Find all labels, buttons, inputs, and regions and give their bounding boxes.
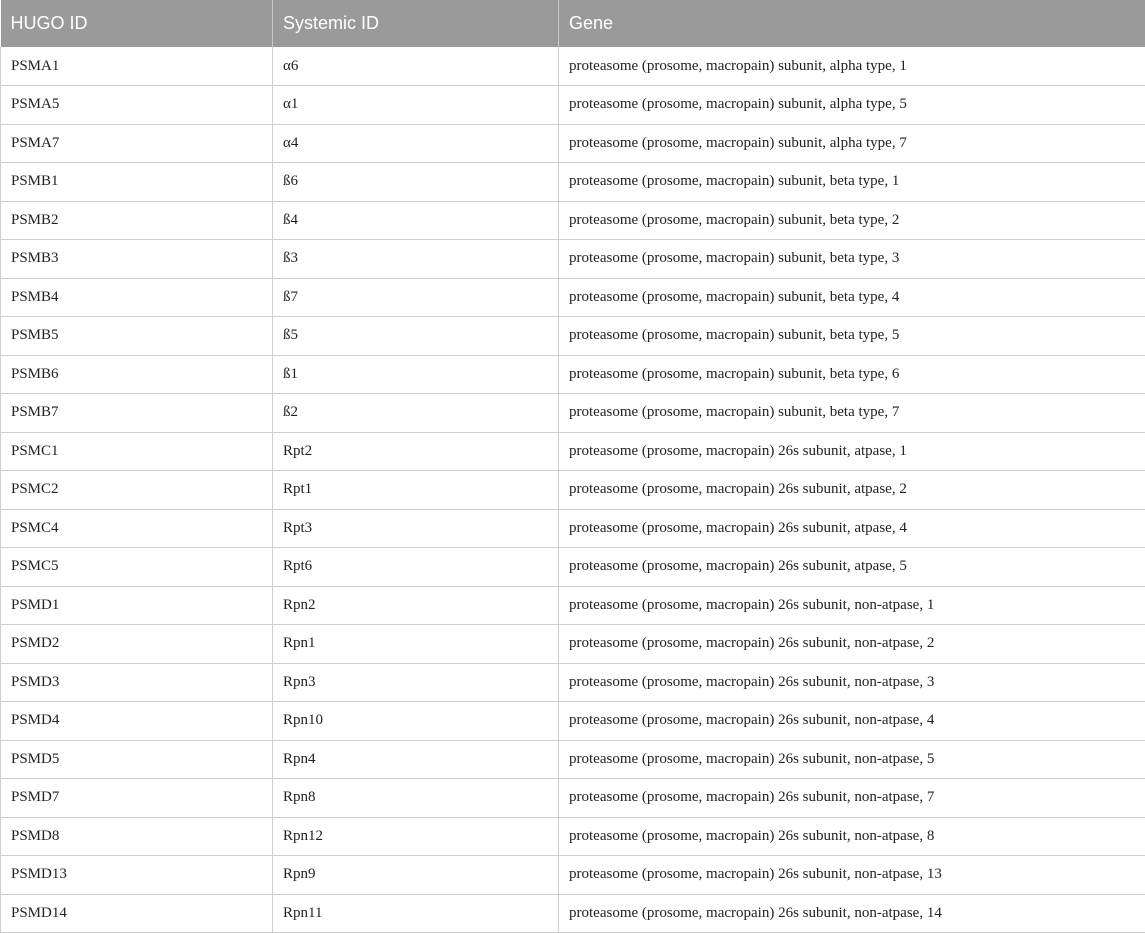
gene-cell: proteasome (prosome, macropain) 26s subunit, non-atpase, 14 (559, 894, 1145, 933)
header-row (1, 0, 1145, 47)
gene-cell: proteasome (prosome, macropain) subunit, beta type, 6 (559, 355, 1145, 394)
table-row (1, 779, 1145, 818)
table-row (1, 124, 1145, 163)
table-row (1, 586, 1145, 625)
hugo-id-cell: PSMD1 (1, 586, 273, 625)
systemic-id-cell: α1 (273, 86, 559, 125)
systemic-id-cell: ß6 (273, 163, 559, 202)
hugo-id-cell: PSMB2 (1, 201, 273, 240)
table-row (1, 894, 1145, 933)
table-row (1, 394, 1145, 433)
table-row (1, 509, 1145, 548)
systemic-id-cell: ß3 (273, 240, 559, 279)
systemic-id-cell: ß4 (273, 201, 559, 240)
hugo-id-cell: PSMC2 (1, 471, 273, 510)
systemic-id-cell: α6 (273, 47, 559, 86)
table-row (1, 663, 1145, 702)
gene-cell: proteasome (prosome, macropain) subunit, alpha type, 1 (559, 47, 1145, 86)
column-header-systemic-id[interactable]: Systemic ID (273, 0, 559, 47)
gene-cell: proteasome (prosome, macropain) 26s subunit, atpase, 4 (559, 509, 1145, 548)
hugo-id-cell: PSMD14 (1, 894, 273, 933)
gene-cell: proteasome (prosome, macropain) 26s subunit, atpase, 1 (559, 432, 1145, 471)
gene-cell: proteasome (prosome, macropain) 26s subunit, atpase, 2 (559, 471, 1145, 510)
table-row (1, 163, 1145, 202)
table-row (1, 86, 1145, 125)
table-row (1, 740, 1145, 779)
gene-cell: proteasome (prosome, macropain) subunit, alpha type, 5 (559, 86, 1145, 125)
hugo-id-cell: PSMC4 (1, 509, 273, 548)
systemic-id-cell: Rpn3 (273, 663, 559, 702)
gene-cell: proteasome (prosome, macropain) subunit, beta type, 2 (559, 201, 1145, 240)
systemic-id-cell: Rpn8 (273, 779, 559, 818)
table-row (1, 47, 1145, 86)
gene-cell: proteasome (prosome, macropain) subunit, beta type, 3 (559, 240, 1145, 279)
table-row (1, 201, 1145, 240)
systemic-id-cell: ß2 (273, 394, 559, 433)
hugo-id-cell: PSMB3 (1, 240, 273, 279)
hugo-id-cell: PSMD2 (1, 625, 273, 664)
hugo-id-cell: PSMC1 (1, 432, 273, 471)
systemic-id-cell: Rpn4 (273, 740, 559, 779)
gene-cell: proteasome (prosome, macropain) 26s subunit, non-atpase, 2 (559, 625, 1145, 664)
gene-cell: proteasome (prosome, macropain) subunit, beta type, 4 (559, 278, 1145, 317)
systemic-id-cell: ß7 (273, 278, 559, 317)
hugo-id-cell: PSMB7 (1, 394, 273, 433)
hugo-id-cell: PSMD7 (1, 779, 273, 818)
systemic-id-cell: Rpn1 (273, 625, 559, 664)
hugo-id-cell: PSMA7 (1, 124, 273, 163)
systemic-id-cell: Rpn11 (273, 894, 559, 933)
gene-cell: proteasome (prosome, macropain) 26s subunit, non-atpase, 1 (559, 586, 1145, 625)
table-row (1, 355, 1145, 394)
table-row (1, 471, 1145, 510)
hugo-id-cell: PSMD13 (1, 856, 273, 895)
systemic-id-cell: Rpt1 (273, 471, 559, 510)
table-row (1, 432, 1145, 471)
table-row (1, 548, 1145, 587)
systemic-id-cell: Rpt6 (273, 548, 559, 587)
gene-cell: proteasome (prosome, macropain) subunit, beta type, 7 (559, 394, 1145, 433)
table-row (1, 278, 1145, 317)
gene-cell: proteasome (prosome, macropain) 26s subunit, atpase, 5 (559, 548, 1145, 587)
hugo-id-cell: PSMD5 (1, 740, 273, 779)
systemic-id-cell: α4 (273, 124, 559, 163)
hugo-id-cell: PSMB6 (1, 355, 273, 394)
hugo-id-cell: PSMD8 (1, 817, 273, 856)
systemic-id-cell: ß1 (273, 355, 559, 394)
hugo-id-cell: PSMD3 (1, 663, 273, 702)
systemic-id-cell: Rpt2 (273, 432, 559, 471)
hugo-id-cell: PSMA1 (1, 47, 273, 86)
systemic-id-cell: Rpn9 (273, 856, 559, 895)
table-row (1, 317, 1145, 356)
table-row (1, 702, 1145, 741)
systemic-id-cell: Rpn12 (273, 817, 559, 856)
systemic-id-cell: Rpt3 (273, 509, 559, 548)
systemic-id-cell: Rpn2 (273, 586, 559, 625)
gene-cell: proteasome (prosome, macropain) subunit, beta type, 1 (559, 163, 1145, 202)
table-row (1, 817, 1145, 856)
gene-cell: proteasome (prosome, macropain) 26s subunit, non-atpase, 13 (559, 856, 1145, 895)
hugo-id-cell: PSMC5 (1, 548, 273, 587)
table-row (1, 625, 1145, 664)
table-header (1, 0, 1145, 47)
gene-cell: proteasome (prosome, macropain) 26s subunit, non-atpase, 3 (559, 663, 1145, 702)
column-header-hugo-id[interactable]: HUGO ID (1, 0, 273, 47)
systemic-id-cell: Rpn10 (273, 702, 559, 741)
table-row (1, 240, 1145, 279)
gene-cell: proteasome (prosome, macropain) subunit, beta type, 5 (559, 317, 1145, 356)
gene-cell: proteasome (prosome, macropain) 26s subunit, non-atpase, 5 (559, 740, 1145, 779)
systemic-id-cell: ß5 (273, 317, 559, 356)
hugo-id-cell: PSMA5 (1, 86, 273, 125)
hugo-id-cell: PSMD4 (1, 702, 273, 741)
gene-cell: proteasome (prosome, macropain) 26s subunit, non-atpase, 7 (559, 779, 1145, 818)
table-row (1, 856, 1145, 895)
table-body (1, 47, 1145, 933)
gene-cell: proteasome (prosome, macropain) subunit, alpha type, 7 (559, 124, 1145, 163)
gene-cell: proteasome (prosome, macropain) 26s subunit, non-atpase, 8 (559, 817, 1145, 856)
hugo-id-cell: PSMB4 (1, 278, 273, 317)
hugo-id-cell: PSMB5 (1, 317, 273, 356)
column-header-gene[interactable]: Gene (559, 0, 1145, 47)
hugo-id-cell: PSMB1 (1, 163, 273, 202)
gene-cell: proteasome (prosome, macropain) 26s subunit, non-atpase, 4 (559, 702, 1145, 741)
